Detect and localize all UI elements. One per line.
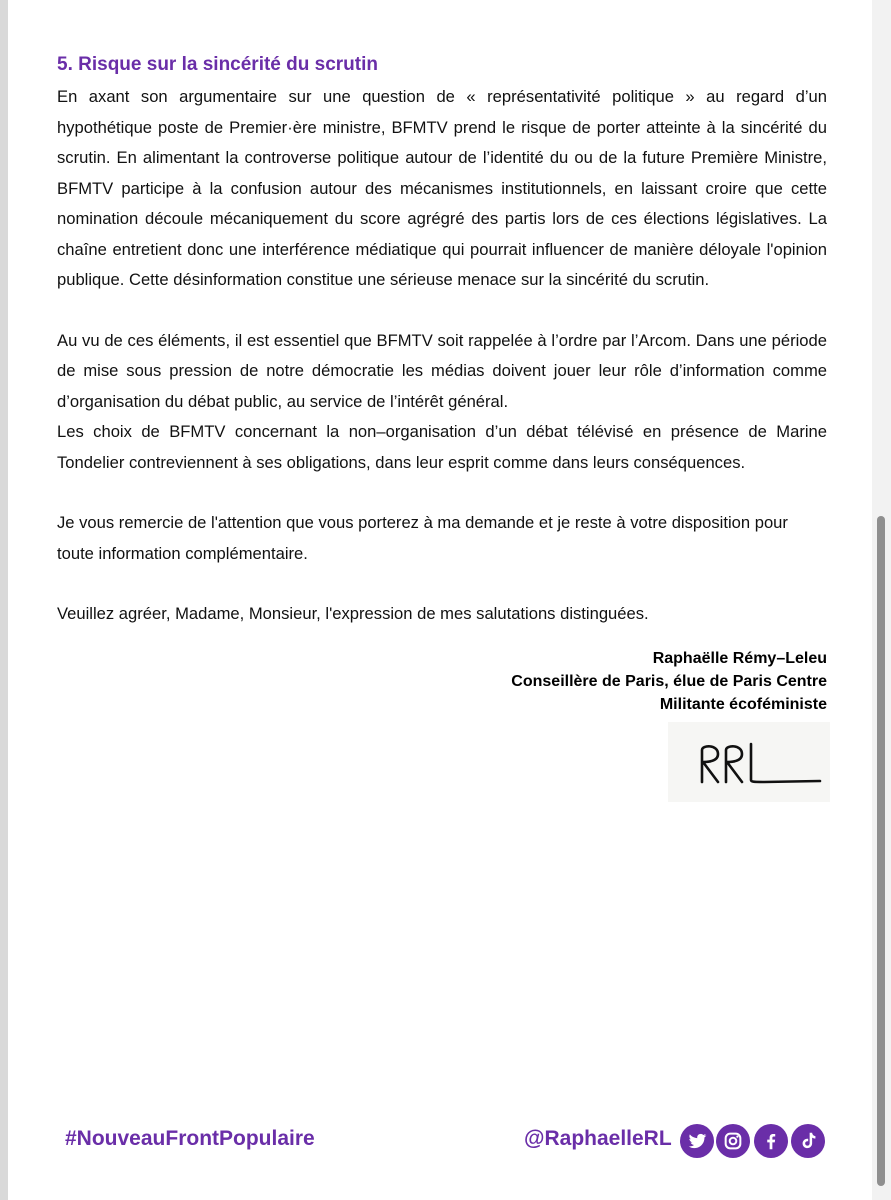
closing-paragraph: Veuillez agréer, Madame, Monsieur, l'expression de mes salutations distinguées. [57,604,649,623]
section-paragraph: En axant son argumentaire sur une question de « représentativité politique » au regard d’un hypothétique poste de Premier·ère ministre, BFMTV prend le risque de porter atteinte à la sincérité du scrutin. En alimentant la controverse politique autour de l’identité du ou de la future Première Ministre, BFMTV participe à la confusion autour des mécanismes institutionnels, en laissant croire que cette nomination découle mécaniquement du score agrégré des partis lors de ces élections législatives. La chaîne entretient donc une interférence médiatique qui pourrait influencer de manière déloyale l'opinion publique. Cette désinformation constitue une sérieuse menace sur la sincérité du scrutin. [57,87,827,289]
hashtag[interactable]: #NouveauFrontPopulaire [65,1127,315,1150]
section-heading: 5. Risque sur la sincérité du scrutin [57,54,378,75]
signature-drawing [668,722,830,802]
instagram-icon[interactable] [716,1124,750,1158]
tiktok-icon[interactable] [791,1124,825,1158]
letter-content [57,52,827,630]
social-handle[interactable]: @RaphaelleRL [524,1127,672,1150]
scrollbar-thumb[interactable] [877,516,885,1186]
signature-block [511,647,827,716]
twitter-icon[interactable] [680,1124,714,1158]
signatory-title-1: Conseillère de Paris, élue de Paris Centre [511,673,827,690]
handwritten-signature [668,722,830,802]
signatory-title-2: Militante écoféministe [659,696,827,713]
facebook-icon[interactable] [754,1124,788,1158]
conclusion-paragraph-2: Les choix de BFMTV concernant la non–organisation d’un débat télévisé en présence de Marine Tondelier contreviennent à ses obligations, dans leur esprit comme dans leurs conséquences. [57,422,827,472]
signatory-name: Raphaëlle Rémy–Leleu [652,650,827,667]
thanks-paragraph: Je vous remercie de l'attention que vous porterez à ma demande et je reste à votre disposition pour toute information complémentaire. [57,513,788,563]
conclusion-paragraph-1: Au vu de ces éléments, il est essentiel que BFMTV soit rappelée à l’ordre par l’Arcom. Dans une période de mise sous pression de notre démocratie les médias doivent jouer leur rôle d’information comme d’organisation du débat public, au service de l’intérêt général. [57,330,827,411]
